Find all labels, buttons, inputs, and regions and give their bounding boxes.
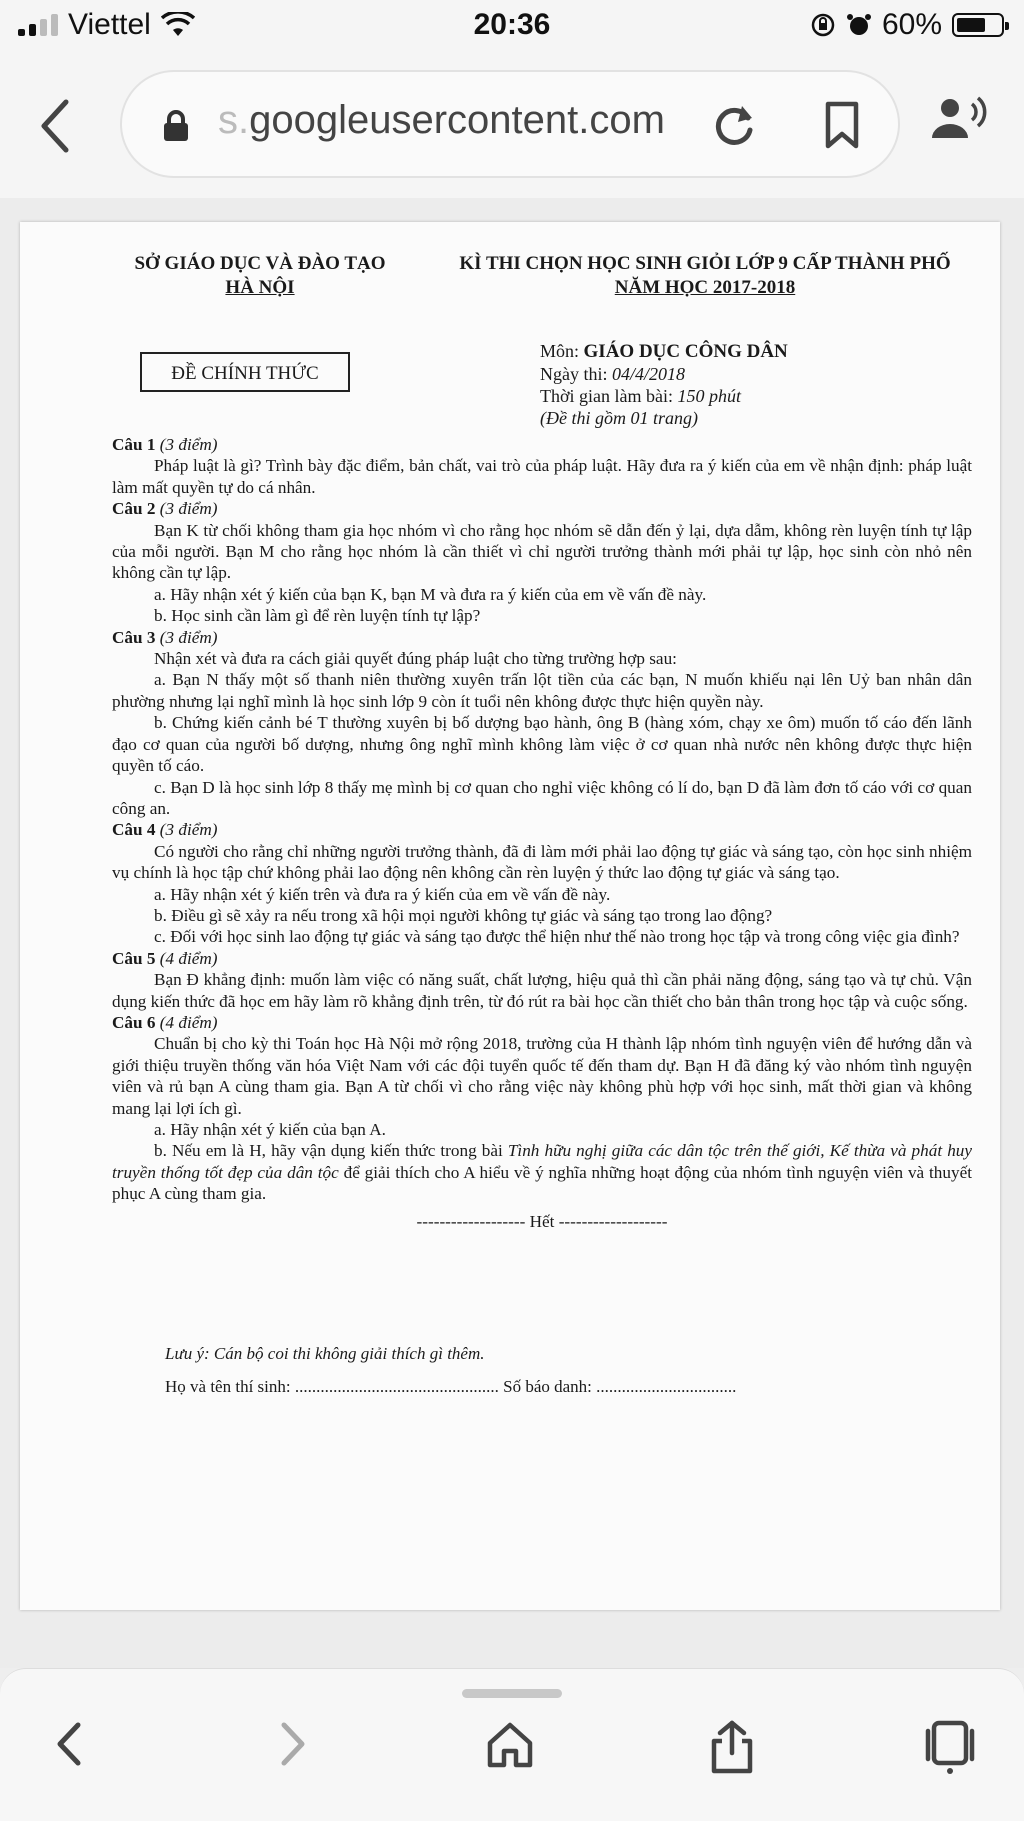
issuer-header — [120, 252, 400, 300]
question-5-text: Bạn Đ khẳng định: muốn làm việc có năng suất, chất lượng, hiệu quả thì cần phải năng động, sáng tạo và tự chủ. Vận dụng kiến thức đã học em hãy làm rõ khẳng định trên, từ đó rút ra bài học cần thiết cho bản thân trong học tập và cuộc sống. — [112, 970, 972, 1011]
clock: 20:36 — [473, 8, 551, 41]
status-bar — [0, 0, 1024, 52]
question-4a: a. Hãy nhận xét ý kiến trên và đưa ra ý kiến của em về vấn đề này. — [154, 884, 611, 904]
question-2b: b. Học sinh cần làm gì để rèn luyện tính tự lập? — [154, 606, 481, 626]
back-nav-icon[interactable] — [50, 1719, 90, 1769]
date-value: 04/4/2018 — [612, 364, 686, 384]
question-2a: a. Hãy nhận xét ý kiến của bạn K, bạn M và đưa ra ý kiến của em về vấn đề này. — [154, 584, 707, 604]
subject-value: GIÁO DỤC CÔNG DÂN — [583, 341, 788, 362]
forward-nav-icon[interactable] — [272, 1719, 312, 1769]
candidate-name-field: Họ và tên thí sinh: ................................................ — [165, 1377, 499, 1396]
question-3c: c. Bạn D là học sinh lớp 8 thấy mẹ mình bị cơ quan cho nghỉ việc không có lí do, bạn D đã làm đơn tố cáo với cơ quan công an. — [112, 777, 972, 818]
exam-meta — [540, 340, 788, 429]
question-3-text: Nhận xét và đưa ra cách giải quyết đúng pháp luật cho từng trường hợp sau: — [154, 649, 677, 669]
back-chevron-icon[interactable] — [36, 96, 76, 156]
duration-value: 150 phút — [677, 386, 742, 406]
date-label: Ngày thi: — [540, 364, 608, 384]
url-faded-part: s. — [218, 98, 250, 142]
exam-body — [112, 434, 972, 1232]
question-4c: c. Đối với học sinh lao động tự giác và sáng tạo được thể hiện như thế nào trong học tập và trong công việc gia đình? — [154, 927, 960, 947]
exam-title-line-2: NĂM HỌC 2017-2018 — [614, 277, 796, 298]
battery-percent: 60% — [881, 8, 942, 41]
issuer-line-1: SỞ GIÁO DỤC VÀ ĐÀO TẠO — [134, 253, 386, 274]
question-5-heading: Câu 5 (4 điểm) — [112, 948, 218, 968]
carrier-label: Viettel — [68, 8, 151, 41]
question-3b: b. Chứng kiến cảnh bé T thường xuyên bị bố dượng bạo hành, ông B (hàng xóm, chạy xe ôm) muốn tố cáo đến lãnh đạo cơ quan của người bố dượng, nhưng ông nghĩ mình không làm việc ở cơ quan nhà nước nên không được thực hiện quyền tố cáo. — [112, 713, 972, 776]
exam-document — [20, 222, 1000, 1610]
candidate-fields — [165, 1377, 736, 1397]
duration-label: Thời gian làm bài: — [540, 386, 673, 406]
page-count-note: (Đề thi gồm 01 trang) — [540, 408, 698, 428]
question-3a: a. Bạn N thấy một số thanh niên thường xuyên trấn lột tiền của các bạn, N muốn khiếu nại lên Uỷ ban nhân dân phường nhưng lại nghĩ mình là học sinh lớp 9 còn ít tuổi nên không được thực hiện quyền này. — [112, 670, 972, 711]
question-6b: b. Nếu em là H, hãy vận dụng kiến thức trong bài Tình hữu nghị giữa các dân tộc trên thế giới, Kế thừa và phát huy truyền thống tốt đẹp của dân tộc để giải thích cho A hiểu về ý nghĩa những hoạt động của nhóm tình nguyện viên và thuyết phục A cùng tham gia. — [112, 1141, 973, 1204]
exam-title — [430, 252, 980, 300]
alarm-icon — [846, 12, 872, 38]
reader-mode-icon[interactable] — [930, 96, 990, 140]
rotation-lock-icon — [810, 12, 836, 38]
question-4-heading: Câu 4 (3 điểm) — [112, 820, 218, 840]
question-2-text: Bạn K từ chối không tham gia học nhóm vì cho rằng học nhóm sẽ dẫn đến ỷ lại, dựa dẫm, không rèn luyện tính tự lập của mỗi người. Bạn M cho rằng học nhóm là cần thiết vì chỉ người trưởng thành mới phải tự lập, học sinh còn nhỏ nên không cần tự lập. — [112, 520, 972, 583]
issuer-line-2: HÀ NỘI — [225, 277, 295, 298]
home-icon[interactable] — [484, 1719, 536, 1771]
lock-icon — [162, 110, 190, 142]
proctor-note: Lưu ý: Cán bộ coi thi không giải thích gì thêm. — [165, 1344, 485, 1363]
reload-icon[interactable] — [710, 100, 758, 150]
official-stamp-box: ĐỀ CHÍNH THỨC — [140, 352, 350, 392]
battery-icon — [952, 13, 1004, 37]
url-domain: googleusercontent.com — [249, 98, 665, 142]
question-4-text: Có người cho rằng chỉ những người trưởng thành, đã đi làm mới phải lao động tự giác và sáng tạo, còn học sinh nhiệm vụ chính là học tập chứ không phải lao động nên không cần rèn luyện ý thức lao động tự giác và sáng tạo. — [112, 841, 972, 883]
question-6-heading: Câu 6 (4 điểm) — [112, 1012, 218, 1032]
subject-label: Môn: — [540, 341, 580, 361]
question-6-text: Chuẩn bị cho kỳ thi Toán học Hà Nội mở rộng 2018, trường của H thành lập nhóm tình nguyện viên để hướng dẫn và giới thiệu truyền thống văn hóa Việt Nam với các đội tuyển quốc tế đến tham dự. Bạn H đã đăng ký vào nhóm tình nguyện viên và rủ bạn A cùng tham gia. Bạn A từ chối vì cho rằng việc này không phù hợp với học sinh, mất thời gian và không mang lại lợi ích gì. — [112, 1034, 972, 1118]
candidate-id-field: Số báo danh: ................................. — [503, 1377, 737, 1396]
end-marker: ------------------- Hết ------------------- — [416, 1211, 668, 1231]
address-bar[interactable] — [120, 70, 900, 178]
question-2-heading: Câu 2 (3 điểm) — [112, 499, 218, 519]
exam-title-line-1: KÌ THI CHỌN HỌC SINH GIỎI LỚP 9 CẤP THÀNH PHỐ — [459, 253, 951, 274]
sheet-handle[interactable] — [462, 1689, 562, 1698]
web-content — [0, 198, 1024, 1668]
question-3-heading: Câu 3 (3 điểm) — [112, 627, 218, 647]
question-4b: b. Điều gì sẽ xảy ra nếu trong xã hội mọi người không tự giác và sáng tạo trong lao động? — [154, 905, 773, 925]
url-text[interactable] — [218, 98, 665, 143]
bookmark-icon[interactable] — [822, 100, 862, 150]
question-1-heading: Câu 1 (3 điểm) — [112, 435, 218, 454]
question-6a: a. Hãy nhận xét ý kiến của bạn A. — [154, 1120, 386, 1139]
tabs-icon[interactable] — [924, 1719, 976, 1775]
browser-bottom-bar — [0, 1668, 1024, 1821]
share-icon[interactable] — [708, 1719, 756, 1775]
question-1-text: Pháp luật là gì? Trình bày đặc điểm, bản chất, vai trò của pháp luật. Hãy đưa ra ý kiến của em về nhận định: pháp luật làm mất quyền tự do cá nhân. — [112, 456, 972, 497]
browser-toolbar — [0, 52, 1024, 199]
